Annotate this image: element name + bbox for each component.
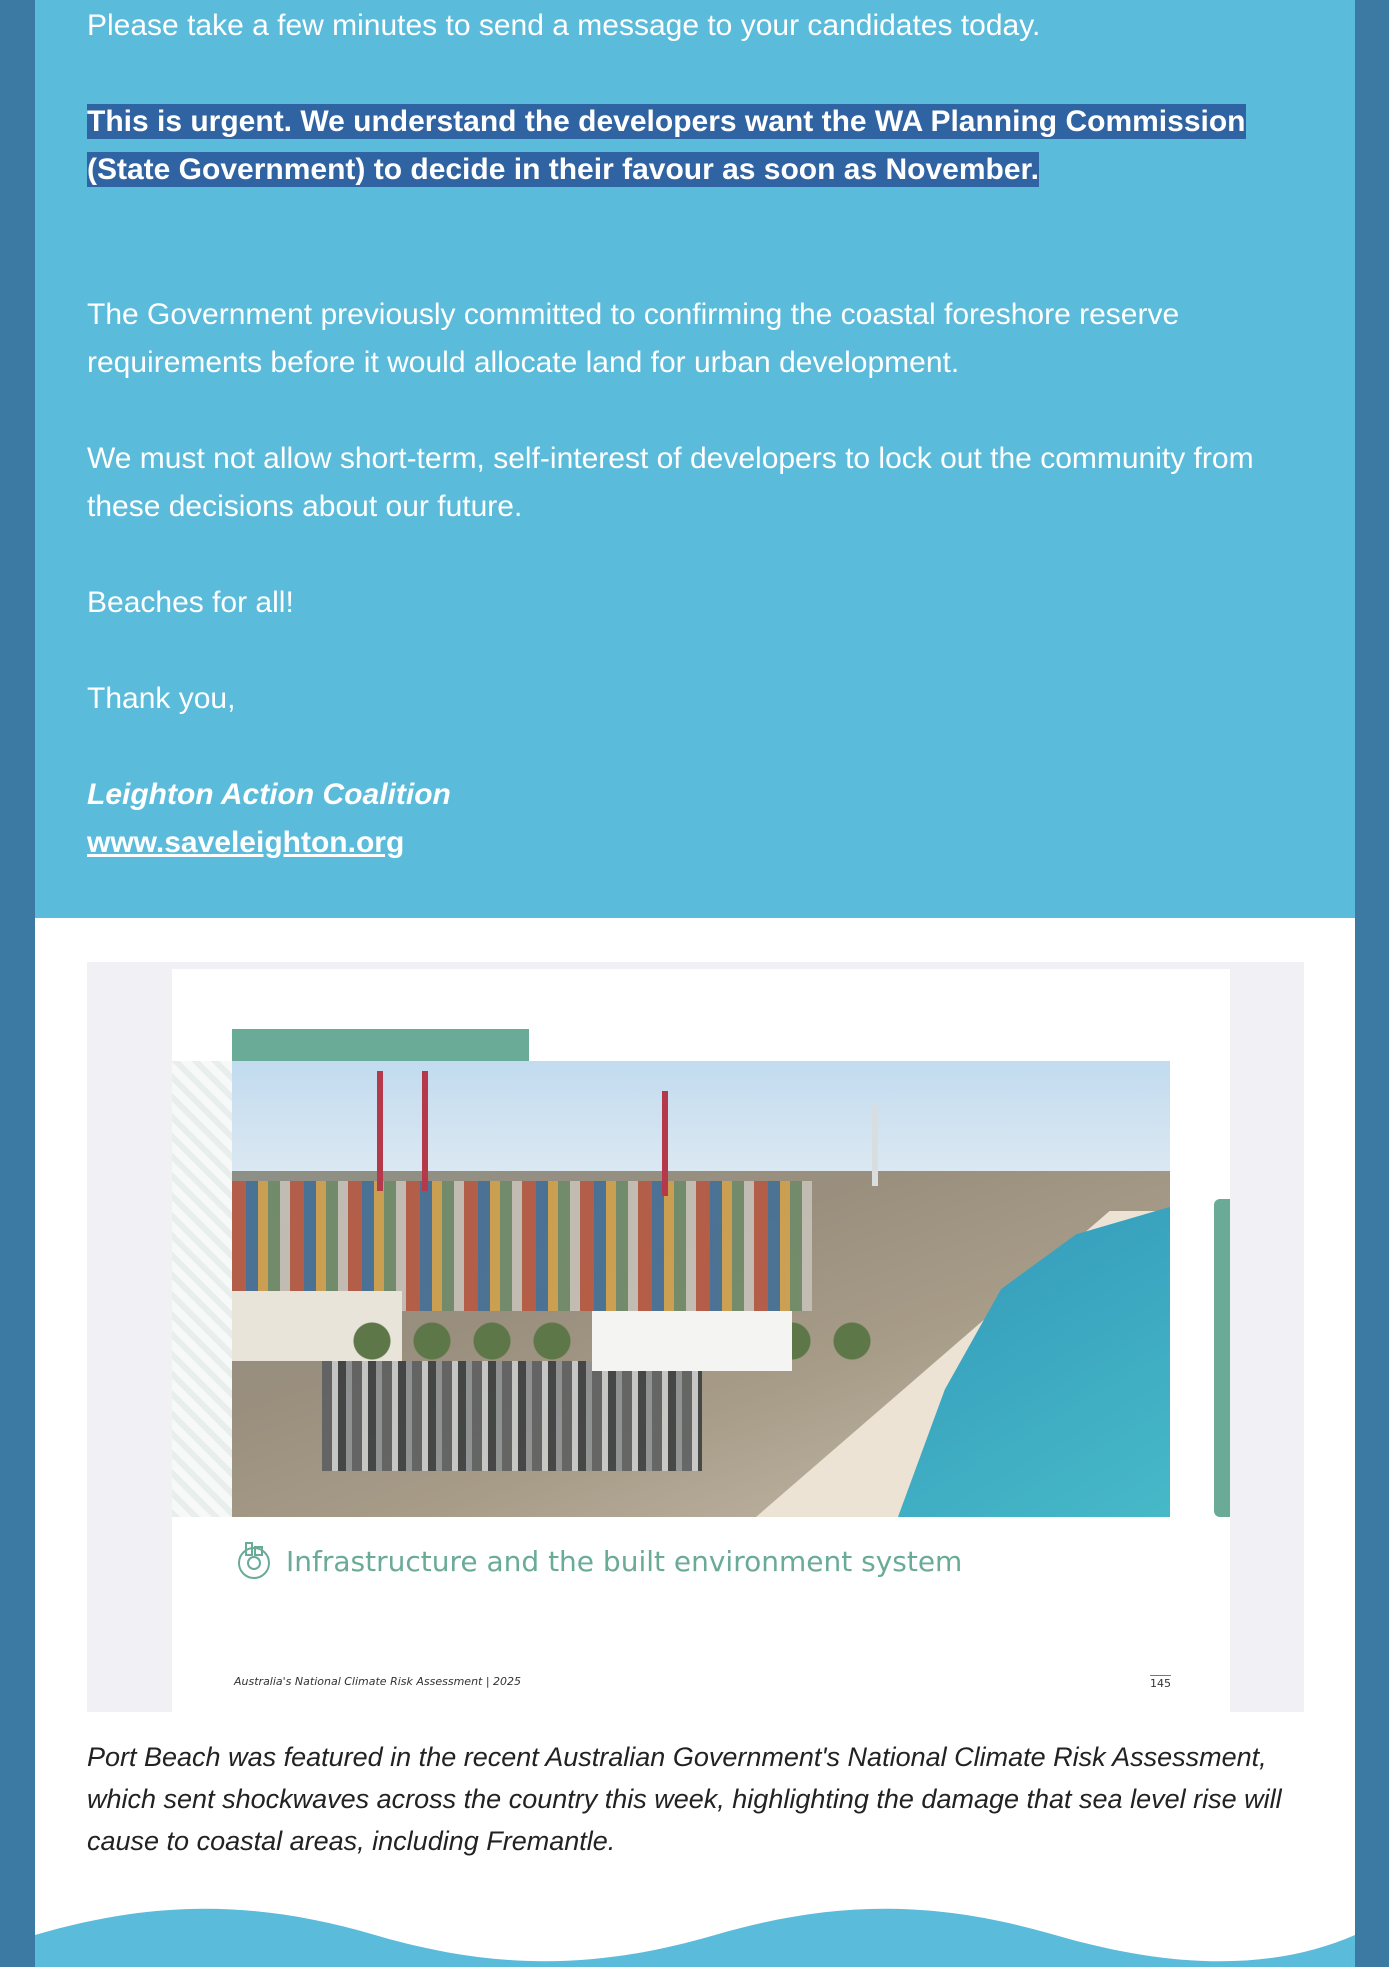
message-section: [35, 0, 1355, 918]
figure-title: Infrastructure and the built environment system: [286, 1544, 963, 1578]
crane-icon: [422, 1071, 428, 1191]
urgent-paragraph: [87, 98, 1327, 194]
urgent-highlight: This is urgent. We understand the developers want the WA Planning Commission (State Government) to decide in their favour as soon as November.: [87, 105, 1246, 186]
warning-paragraph: We must not allow short-term, self-interest of developers to lock out the community from these decisions about our future.: [87, 442, 1254, 523]
crane-icon: [377, 1071, 383, 1191]
figure-title-row: [232, 1537, 962, 1585]
page-accent-tab: [232, 1029, 529, 1061]
intro-paragraph: Please take a few minutes to send a message to your candidates today.: [87, 9, 1041, 42]
thanks-line: Thank you,: [87, 682, 236, 715]
email-card: [35, 0, 1355, 1967]
website-line: [87, 819, 1327, 867]
port-beach-photo: [232, 1061, 1170, 1517]
website-link[interactable]: www.saveleighton.org: [87, 826, 405, 859]
signature: Leighton Action Coalition: [87, 778, 451, 811]
crane-icon: [872, 1106, 878, 1186]
government-paragraph: The Government previously committed to confirming the coastal foreshore reserve requirements before it would allocate land for urban development.: [87, 298, 1180, 379]
report-figure: [87, 962, 1304, 1712]
figure-footer: Australia's National Climate Risk Assessment | 2025: [234, 1675, 522, 1688]
report-page: [172, 969, 1230, 1712]
wave-divider: [35, 1905, 1355, 1967]
photo-sky: [232, 1061, 1170, 1181]
decorative-pattern: [172, 1061, 232, 1517]
page-accent-bar: [1214, 1199, 1230, 1517]
infrastructure-gear-icon: [232, 1539, 276, 1583]
figure-section: [35, 918, 1355, 1967]
figure-caption: Port Beach was featured in the recent Australian Government's National Climate Risk Assessment, which sent shockwaves across the country this week, highlighting the damage that sea level rise will cause to coastal areas, including Fremantle.: [87, 1742, 1282, 1856]
figure-page-number: 145: [1150, 1677, 1171, 1690]
photo-beach-building: [592, 1311, 792, 1371]
crane-icon: [662, 1091, 668, 1196]
slogan: Beaches for all!: [87, 586, 294, 619]
photo-carpark: [322, 1361, 702, 1471]
